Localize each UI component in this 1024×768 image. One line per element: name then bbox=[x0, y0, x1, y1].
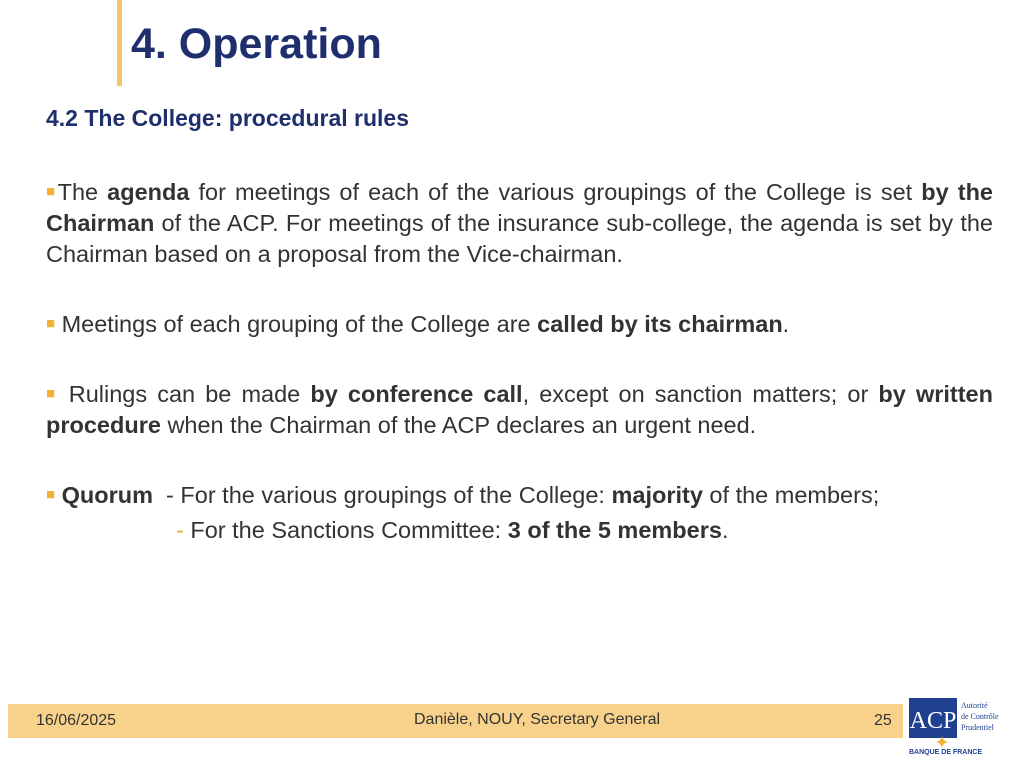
footer-page-number: 25 bbox=[874, 712, 892, 729]
paragraph-agenda: ■The agenda for meetings of each of the various groupings of the College is set by the Chairman of the ACP. For meetings of the insurance sub-college, the agenda is set by the Chairman based on a proposal from the Vice-chairman. bbox=[46, 179, 993, 267]
paragraph-meetings: ■ Meetings of each grouping of the College are called by its chairman. bbox=[46, 311, 790, 337]
logo-bank-text: BANQUE DE FRANCE bbox=[909, 749, 983, 756]
title-accent-bar bbox=[117, 0, 122, 86]
footer-date: 16/06/2025 bbox=[36, 712, 117, 729]
bullet-square-icon: ■ bbox=[46, 315, 56, 332]
bullet-square-icon: ■ bbox=[46, 183, 58, 200]
bullet-square-icon: ■ bbox=[46, 385, 59, 402]
paragraph-quorum: ■ Quorum - For the various groupings of the College: majority of the members; bbox=[46, 482, 880, 508]
logo-acp-text: ACP bbox=[909, 708, 957, 734]
logo-line3: Prudentiel bbox=[961, 723, 994, 732]
paragraph-rulings: ■ Rulings can be made by conference call, except on sanction matters; or by written procedure when the Chairman of the ACP declares an urgent need. bbox=[46, 381, 993, 438]
footer-author: Danièle, NOUY, Secretary General bbox=[414, 711, 661, 728]
slide-subtitle: 4.2 The College: procedural rules bbox=[46, 105, 409, 131]
dash-marker: - bbox=[176, 517, 184, 543]
logo-line2: de Contrôle bbox=[961, 712, 999, 721]
acp-logo bbox=[908, 696, 1012, 758]
paragraph-quorum-sanctions: - For the Sanctions Committee: 3 of the 5 members. bbox=[176, 517, 729, 543]
slide-title: 4. Operation bbox=[131, 20, 382, 68]
logo-line1: Autorité bbox=[961, 701, 988, 710]
bullet-square-icon: ■ bbox=[46, 486, 56, 503]
